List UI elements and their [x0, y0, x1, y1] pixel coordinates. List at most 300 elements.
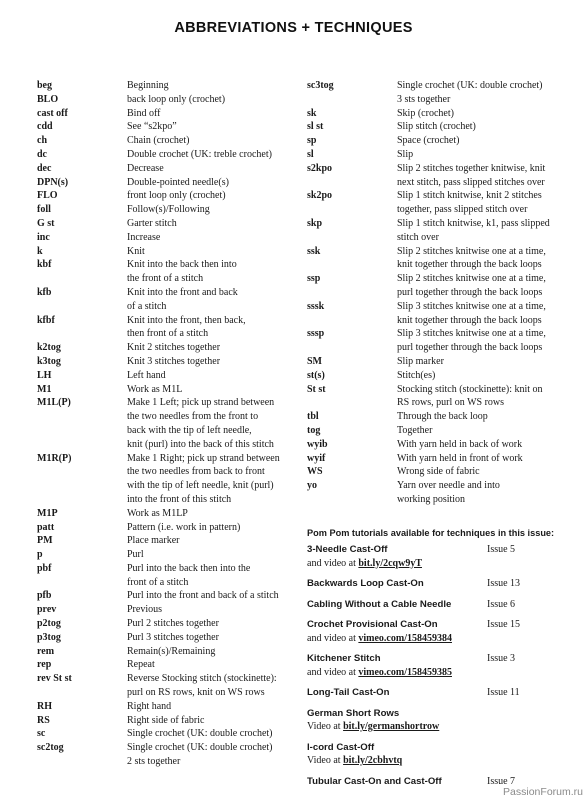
abbreviation-term: pbf [37, 562, 52, 574]
definition-line: Slip marker [397, 355, 444, 367]
abbreviation-definition [127, 396, 287, 451]
abbreviation-entry [307, 120, 577, 134]
abbreviation-entry [307, 217, 577, 245]
definition-line: Right hand [127, 700, 172, 712]
abbreviation-term: k2tog [37, 342, 61, 354]
definition-line: Slip 3 stitches knitwise one at a time, [397, 328, 546, 340]
tutorial-name: 3-Needle Cast-Off [307, 544, 388, 555]
abbreviation-definition [127, 341, 287, 355]
definition-line: Slip 3 stitches knitwise one at a time, [397, 300, 546, 312]
tutorial-issue: Issue 3 [487, 653, 516, 664]
abbreviation-entry [37, 589, 287, 603]
abbreviation-term: sk2po [307, 190, 333, 202]
abbreviation-term: M1L(P) [37, 397, 71, 409]
abbreviation-definition [397, 424, 577, 438]
abbreviation-term: p [37, 549, 43, 561]
watermark: PassionForum.ru [503, 786, 583, 798]
abbreviation-term: FLO [37, 190, 58, 202]
abbreviation-definition [397, 300, 577, 328]
definition-line: Knit into the back then into [127, 259, 237, 271]
abbreviation-definition [127, 258, 287, 286]
definition-line: Space (crochet) [397, 135, 460, 147]
abbreviation-term: beg [37, 80, 52, 91]
tutorial-row [307, 618, 577, 632]
abbreviation-term: p2tog [37, 618, 61, 630]
definition-line: back with the tip of left needle, [127, 424, 252, 436]
abbreviation-term: tog [307, 424, 321, 436]
abbreviation-term: sssp [307, 328, 325, 340]
definition-line: Pattern (i.e. work in pattern) [127, 521, 241, 533]
definition-line: Make 1 Left; pick up strand between [127, 397, 275, 409]
definition-line: Purl [127, 549, 144, 561]
abbreviation-entry [307, 148, 577, 162]
abbreviation-definition [397, 217, 577, 245]
abbreviation-definition [127, 589, 287, 603]
abbreviation-term: ssk [307, 245, 321, 257]
video-prefix: and video at [307, 632, 359, 644]
abbreviation-term: rep [37, 659, 52, 671]
tutorial-name: Long-Tail Cast-On [307, 687, 390, 698]
tutorial-issue: Issue 5 [487, 544, 516, 555]
definition-line: Wrong side of fabric [397, 466, 480, 478]
definition-line: Purl into the front and back of a stitch [127, 590, 279, 602]
abbreviation-term: rev St st [37, 673, 72, 685]
definition-line: Left hand [127, 369, 166, 381]
video-prefix: Video at [307, 755, 344, 766]
definition-line: See “s2kpo” [127, 121, 177, 133]
tutorial-name: German Short Rows [307, 707, 400, 719]
video-prefix: and video at [307, 557, 359, 569]
abbreviation-definition [397, 79, 577, 107]
abbreviation-definition [397, 465, 577, 479]
definition-line: Double crochet (UK: treble crochet) [127, 148, 272, 160]
abbreviation-entry [307, 410, 577, 424]
tutorial-video-line [307, 632, 577, 646]
abbreviation-definition [127, 134, 287, 148]
abbreviation-definition [127, 176, 287, 190]
abbreviation-definition [127, 107, 287, 121]
abbreviation-entry [37, 79, 287, 93]
tutorial-video-line [307, 666, 577, 680]
tutorial-video-line [307, 720, 577, 734]
abbreviation-term: kfbf [37, 314, 55, 326]
abbreviation-entry [37, 617, 287, 631]
tutorial-issue: Issue 7 [487, 775, 516, 787]
abbreviation-term: cdd [37, 121, 53, 133]
definition-line: 3 sts together [397, 93, 451, 105]
abbreviation-entry [37, 396, 287, 451]
abbreviation-definition [397, 327, 577, 355]
abbreviation-definition [397, 245, 577, 273]
definition-line: front of a stitch [127, 576, 189, 588]
video-link[interactable]: vimeo.com/158459385 [358, 666, 452, 678]
tutorial-row [307, 598, 577, 612]
definition-line: Bind off [127, 107, 161, 119]
definition-line: Yarn over needle and into [397, 480, 500, 492]
abbreviation-definition [127, 562, 287, 590]
abbreviation-term: LH [37, 369, 52, 381]
abbreviation-entry [37, 603, 287, 617]
abbreviation-entry [37, 534, 287, 548]
abbreviation-term: kbf [37, 259, 52, 271]
video-link[interactable]: bit.ly/2cbhvtq [343, 755, 403, 766]
abbreviation-term: sc2tog [37, 742, 64, 754]
abbreviation-term: sc3tog [307, 80, 334, 91]
abbreviation-entry [37, 727, 287, 741]
definition-line: Slip 2 stitches knitwise one at a time, [397, 273, 546, 285]
abbreviation-entry [37, 189, 287, 203]
abbreviation-entry [307, 79, 577, 107]
abbreviation-term: k [37, 245, 43, 257]
tutorial-row [307, 652, 577, 666]
tutorial-name: Tubular Cast-On and Cast-Off [307, 775, 442, 787]
abbreviation-definition [127, 120, 287, 134]
tutorial-name: Backwards Loop Cast-On [307, 578, 424, 589]
abbreviation-entry [307, 272, 577, 300]
tutorial-issue: Issue 6 [487, 598, 516, 610]
tutorial-video-line [307, 557, 577, 571]
abbreviation-entry [37, 203, 287, 217]
tutorial-item [307, 577, 577, 591]
abbreviation-term: tbl [307, 411, 319, 423]
abbreviation-definition [397, 369, 577, 383]
abbreviation-term: sssk [307, 300, 325, 312]
abbreviation-definition [397, 162, 577, 190]
abbreviation-definition [127, 700, 287, 714]
definition-line: Slip [397, 148, 414, 160]
abbreviation-definition [127, 162, 287, 176]
tutorial-item [307, 598, 577, 612]
definition-line: Double-pointed needle(s) [127, 176, 229, 188]
abbreviation-term: ssp [307, 273, 321, 285]
abbreviation-term: RS [37, 714, 50, 726]
definition-line: Decrease [127, 162, 164, 174]
definition-line: With yarn held in front of work [397, 452, 523, 464]
definition-line: knit together through the back loops [397, 259, 542, 271]
abbreviation-entry [37, 245, 287, 259]
tutorial-item [307, 652, 577, 679]
definition-line: Place marker [127, 535, 180, 547]
tutorial-item [307, 543, 577, 570]
abbreviation-term: G st [37, 217, 55, 229]
abbreviation-definition [397, 272, 577, 300]
abbreviation-entry [37, 741, 287, 769]
definition-line: With yarn held in back of work [397, 438, 523, 450]
abbreviation-entry [307, 162, 577, 190]
abbreviation-entry [37, 134, 287, 148]
abbreviation-definition [397, 479, 577, 507]
abbreviation-entry [37, 231, 287, 245]
definition-line: Reverse Stocking stitch (stockinette): [127, 673, 277, 685]
definition-line: purl together through the back loops [397, 286, 543, 298]
abbreviation-term: k3tog [37, 355, 61, 367]
abbreviation-entry [37, 658, 287, 672]
tutorial-item [307, 741, 577, 768]
abbreviation-term: PM [37, 535, 53, 547]
definition-line: 2 sts together [127, 756, 181, 768]
abbreviation-entry [307, 300, 577, 328]
abbreviation-entry [37, 369, 287, 383]
definition-line: knit together through the back loops [397, 314, 542, 326]
abbreviation-term: st(s) [307, 369, 325, 381]
definition-line: next stitch, pass slipped stitches over [397, 176, 545, 188]
abbreviation-term: pfb [37, 590, 52, 602]
abbreviation-definition [397, 134, 577, 148]
abbreviation-entry [37, 120, 287, 134]
abbreviation-definition [127, 534, 287, 548]
abbreviation-definition [127, 93, 287, 107]
abbreviation-definition [127, 645, 287, 659]
abbreviation-term: sc [37, 728, 46, 740]
abbreviation-term: DPN(s) [37, 176, 69, 188]
abbreviation-term: yo [307, 480, 317, 492]
abbreviation-term: dec [37, 162, 52, 174]
definition-line: stitch over [397, 231, 439, 243]
abbreviation-definition [397, 383, 577, 411]
abbreviation-definition [397, 438, 577, 452]
abbreviation-term: dc [37, 148, 47, 160]
abbreviation-term: M1 [37, 383, 52, 395]
definition-line: together, pass slipped stitch over [397, 204, 528, 216]
abbreviation-term: sl [307, 148, 314, 160]
definition-line: Chain (crochet) [127, 135, 190, 147]
abbreviation-term: SM [307, 355, 322, 367]
definition-line: Slip 1 stitch knitwise, knit 2 stitches [397, 190, 542, 202]
definition-line: of a stitch [127, 300, 167, 312]
page-title: ABBREVIATIONS + TECHNIQUES [174, 20, 413, 36]
definition-line: Slip 2 stitches knitwise one at a time, [397, 245, 546, 257]
video-link[interactable]: bit.ly/germanshortrow [343, 721, 440, 732]
definition-line: Knit into the front and back [127, 286, 238, 298]
abbreviation-entry [307, 355, 577, 369]
abbreviation-definition [127, 203, 287, 217]
abbreviation-entry [307, 245, 577, 273]
abbreviation-definition [127, 355, 287, 369]
abbreviation-definition [397, 107, 577, 121]
definition-line: Work as M1LP [127, 507, 188, 519]
abbreviation-definition [127, 314, 287, 342]
definition-line: Together [397, 424, 433, 436]
definition-line: RS rows, purl on WS rows [397, 397, 505, 409]
definition-line: Repeat [127, 659, 155, 671]
definition-line: Increase [127, 231, 161, 243]
abbreviation-entry [37, 645, 287, 659]
abbreviation-entry [37, 507, 287, 521]
abbreviation-term: M1R(P) [37, 452, 72, 464]
abbreviation-term: sp [307, 135, 317, 147]
definition-line: then front of a stitch [127, 328, 209, 340]
tutorial-issue: Issue 15 [487, 619, 521, 630]
definition-line: Beginning [127, 80, 169, 91]
abbreviation-entry [37, 631, 287, 645]
definition-line: Through the back loop [397, 411, 488, 423]
abbreviation-term: inc [37, 231, 50, 243]
abbreviation-entry [307, 438, 577, 452]
definition-line: purl together through the back loops [397, 342, 543, 354]
abbreviation-entry [37, 521, 287, 535]
abbreviation-entry [37, 700, 287, 714]
abbreviation-term: BLO [37, 93, 59, 105]
definition-line: Stitch(es) [397, 369, 436, 381]
abbreviation-entry [307, 369, 577, 383]
abbreviation-term: wyib [307, 438, 328, 450]
abbreviation-entry [37, 93, 287, 107]
abbreviation-definition [397, 452, 577, 466]
tutorial-row [307, 686, 577, 700]
abbreviation-term: rem [37, 645, 55, 657]
tutorial-issue: Issue 11 [487, 687, 520, 698]
abbreviation-definition [127, 521, 287, 535]
abbreviation-term: sl st [307, 121, 324, 133]
definition-line: Stocking stitch (stockinette): knit on [397, 383, 543, 395]
abbreviation-term: cast off [37, 107, 68, 119]
abbreviation-definition [127, 548, 287, 562]
abbreviation-definition [127, 189, 287, 203]
abbreviation-entry [307, 189, 577, 217]
abbreviation-entry [307, 424, 577, 438]
abbreviation-term: prev [37, 604, 57, 616]
abbreviation-definition [397, 189, 577, 217]
abbreviation-entry [307, 465, 577, 479]
abbreviation-definition [127, 286, 287, 314]
abbreviation-definition [397, 355, 577, 369]
abbreviation-definition [127, 452, 287, 507]
definition-line: with the tip of left needle, knit (purl) [127, 480, 274, 492]
definition-line: Knit [127, 245, 145, 257]
video-link[interactable]: bit.ly/2cqw9yT [358, 557, 422, 569]
definition-line: Single crochet (UK: double crochet) [127, 728, 273, 740]
abbreviation-definition [127, 369, 287, 383]
definition-line: Follow(s)/Following [127, 204, 210, 216]
abbreviation-definition [397, 120, 577, 134]
definition-line: Knit 2 stitches together [127, 342, 221, 354]
abbreviation-term: M1P [37, 507, 58, 519]
tutorial-row [307, 707, 577, 721]
definition-line: working position [397, 493, 466, 505]
abbreviation-entry [37, 217, 287, 231]
abbreviation-definition [127, 672, 287, 700]
abbreviations-left-column [37, 79, 287, 769]
abbreviation-entry [37, 314, 287, 342]
tutorial-row [307, 543, 577, 557]
definition-line: the two needles from the front to [127, 411, 259, 423]
definition-line: Slip 1 stitch knitwise, k1, pass slipped [397, 217, 550, 229]
abbreviation-term: sk [307, 107, 317, 119]
abbreviation-entry [307, 383, 577, 411]
tutorial-item [307, 618, 577, 645]
tutorial-name: Cabling Without a Cable Needle [307, 598, 452, 610]
abbreviation-definition [127, 217, 287, 231]
abbreviation-entry [37, 176, 287, 190]
abbreviation-definition [127, 383, 287, 397]
video-link[interactable]: vimeo.com/158459384 [358, 632, 452, 644]
definition-line: Knit into the front, then back, [127, 314, 246, 326]
definition-line: Remain(s)/Remaining [127, 645, 216, 657]
definition-line: Slip stitch (crochet) [397, 121, 476, 133]
definition-line: Slip 2 stitches together knitwise, knit [397, 162, 546, 174]
abbreviation-entry [37, 383, 287, 397]
abbreviation-entry [37, 714, 287, 728]
abbreviation-definition [127, 507, 287, 521]
tutorial-item [307, 707, 577, 734]
abbreviation-term: skp [307, 217, 323, 229]
definition-line: Purl 2 stitches together [127, 618, 219, 630]
definition-line: Single crochet (UK: double crochet) [127, 742, 273, 754]
video-prefix: and video at [307, 666, 359, 678]
abbreviation-definition [127, 79, 287, 93]
tutorial-row [307, 577, 577, 591]
abbreviation-definition [127, 231, 287, 245]
abbreviation-term: WS [307, 466, 323, 478]
tutorials-heading: Pom Pom tutorials available for techniques in this issue: [307, 528, 555, 538]
abbreviation-definition [127, 617, 287, 631]
definition-line: front loop only (crochet) [127, 190, 226, 202]
abbreviation-entry [307, 452, 577, 466]
tutorial-video-line [307, 754, 577, 768]
abbreviation-definition [127, 148, 287, 162]
abbreviation-definition [127, 631, 287, 645]
abbreviation-term: patt [37, 521, 55, 533]
abbreviation-definition [127, 603, 287, 617]
tutorial-item [307, 686, 577, 700]
abbreviation-entry [37, 548, 287, 562]
abbreviations-right-column [307, 79, 577, 507]
abbreviation-definition [127, 741, 287, 769]
abbreviation-definition [127, 714, 287, 728]
video-prefix: Video at [307, 721, 344, 732]
definition-line: Single crochet (UK: double crochet) [397, 80, 543, 91]
abbreviation-term: kfb [37, 286, 52, 298]
abbreviation-term: wyif [307, 452, 326, 464]
abbreviation-term: RH [37, 700, 52, 712]
abbreviation-term: s2kpo [307, 162, 333, 174]
abbreviation-entry [37, 355, 287, 369]
definition-line: Purl 3 stitches together [127, 631, 219, 643]
abbreviation-entry [37, 107, 287, 121]
definition-line: Garter stitch [127, 217, 177, 229]
tutorial-issue: Issue 13 [487, 578, 521, 589]
abbreviation-definition [127, 245, 287, 259]
abbreviation-entry [307, 134, 577, 148]
abbreviation-term: foll [37, 204, 51, 216]
abbreviation-definition [127, 658, 287, 672]
definition-line: the two needles from back to front [127, 466, 265, 478]
abbreviation-entry [37, 341, 287, 355]
definition-line: back loop only (crochet) [127, 93, 226, 105]
abbreviation-entry [37, 452, 287, 507]
definition-line: Make 1 Right; pick up strand between [127, 452, 280, 464]
abbreviation-definition [397, 410, 577, 424]
definition-line: Right side of fabric [127, 714, 205, 726]
abbreviation-entry [37, 162, 287, 176]
tutorial-name: Kitchener Stitch [307, 653, 381, 664]
tutorial-row [307, 741, 577, 755]
abbreviation-entry [37, 286, 287, 314]
abbreviation-definition [397, 148, 577, 162]
abbreviation-term: ch [37, 135, 47, 147]
definition-line: purl on RS rows, knit on WS rows [127, 687, 265, 699]
tutorial-name: Crochet Provisional Cast-On [307, 619, 438, 630]
definition-line: into the front of this stitch [127, 493, 232, 505]
definition-line: Skip (crochet) [397, 107, 454, 119]
definition-line: Work as M1L [127, 383, 183, 395]
definition-line: Previous [127, 604, 162, 616]
abbreviation-entry [307, 107, 577, 121]
definition-line: Purl into the back then into the [127, 562, 251, 574]
abbreviation-term: St st [307, 383, 326, 395]
abbreviation-entry [307, 327, 577, 355]
abbreviation-entry [37, 148, 287, 162]
